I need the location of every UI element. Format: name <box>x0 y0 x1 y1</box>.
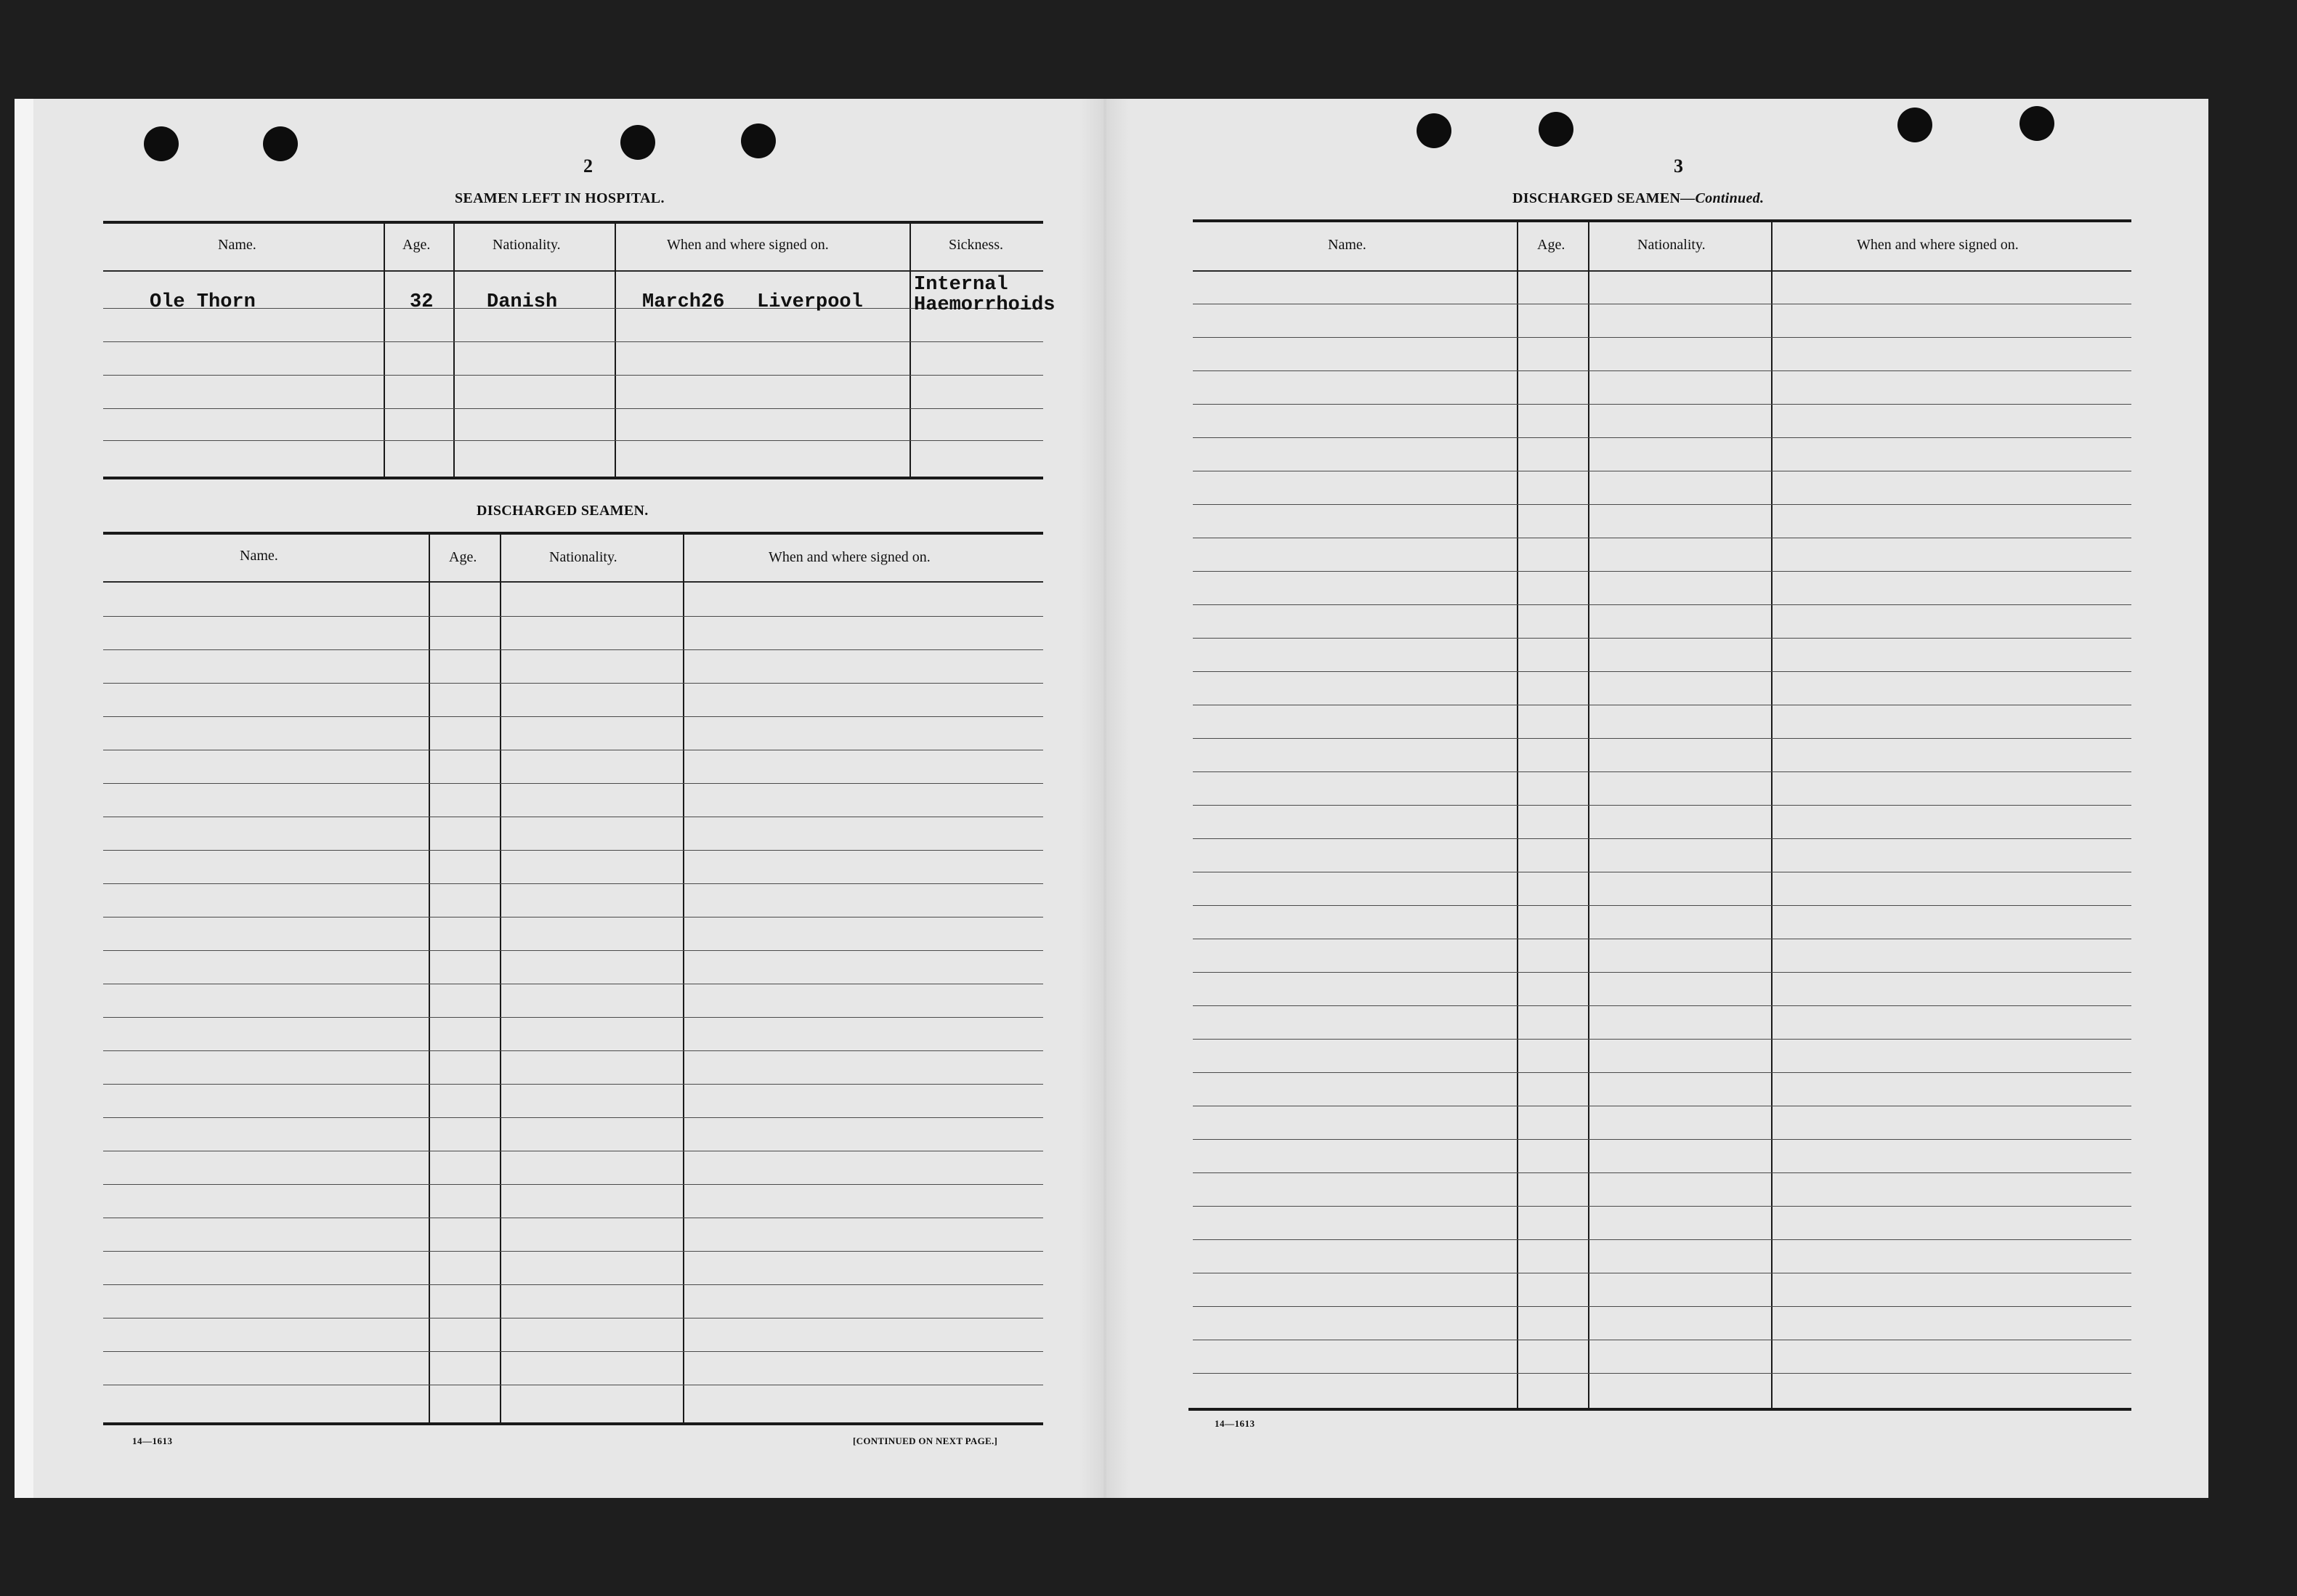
ruled-line <box>1193 1139 2131 1140</box>
col-header-age: Age. <box>402 237 431 253</box>
ruled-line <box>1193 1172 2131 1173</box>
entry-sickness-line1: Internal <box>914 274 1008 296</box>
ruled-line <box>103 1050 1043 1051</box>
punch-hole <box>741 123 776 158</box>
ruled-line <box>1193 1039 2131 1040</box>
col-header-sickness: Sickness. <box>949 237 1003 253</box>
form-number: 14—1613 <box>132 1435 173 1446</box>
punch-hole <box>1897 108 1932 142</box>
hospital-section-title: SEAMEN LEFT IN HOSPITAL. <box>455 190 665 206</box>
ruled-line <box>1193 638 2131 639</box>
ruled-line <box>1193 738 2131 739</box>
entry-place: Liverpool <box>757 291 863 313</box>
ruled-line <box>1193 437 2131 438</box>
ruled-line <box>103 716 1043 717</box>
form-number: 14—1613 <box>1215 1418 1255 1429</box>
col-header-name: Name. <box>218 237 256 253</box>
col-header-age: Age. <box>449 549 477 565</box>
col-header-nationality: Nationality. <box>549 549 617 565</box>
ruled-line <box>103 850 1043 851</box>
ruled-line <box>103 1351 1043 1352</box>
entry-sickness-line2: Haemorrhoids <box>914 294 1056 316</box>
ruled-line <box>1193 504 2131 505</box>
ruled-line <box>1193 1239 2131 1240</box>
entry-age: 32 <box>410 291 434 313</box>
ruled-line <box>103 783 1043 784</box>
entry-nationality: Danish <box>487 291 558 313</box>
ruled-line <box>103 1251 1043 1252</box>
title-continued: —Continued. <box>1680 190 1765 206</box>
ruled-line <box>103 883 1043 884</box>
punch-hole <box>144 126 179 161</box>
ruled-line <box>103 1184 1043 1185</box>
ruled-line <box>1193 771 2131 772</box>
ruled-line <box>1193 838 2131 839</box>
ruled-line <box>1193 370 2131 371</box>
page-fold <box>1079 99 1130 1498</box>
ruled-line <box>103 1284 1043 1285</box>
col-header-age: Age. <box>1537 237 1565 253</box>
punch-hole <box>1539 112 1573 147</box>
ruled-line <box>103 950 1043 951</box>
page-number: 3 <box>1674 155 1683 177</box>
ruled-line <box>1193 972 2131 973</box>
entry-date: March26 <box>642 291 725 313</box>
punch-hole <box>1417 113 1451 148</box>
ruled-line <box>103 1084 1043 1085</box>
ruled-line <box>1193 1306 2131 1307</box>
col-header-nationality: Nationality. <box>493 237 561 253</box>
ruled-line <box>1193 1206 2131 1207</box>
ruled-line <box>1193 1072 2131 1073</box>
ruled-line <box>1193 337 2131 338</box>
ruled-line <box>103 917 1043 918</box>
ruled-line <box>103 1017 1043 1018</box>
ruled-line <box>1193 671 2131 672</box>
col-header-nationality: Nationality. <box>1637 237 1706 253</box>
ruled-line <box>1193 571 2131 572</box>
ruled-line <box>103 683 1043 684</box>
page-number: 2 <box>583 155 593 177</box>
punch-hole <box>620 125 655 160</box>
title-main: DISCHARGED SEAMEN <box>1512 190 1681 206</box>
col-header-signed-on: When and where signed on. <box>769 549 931 565</box>
ruled-line <box>1193 1373 2131 1374</box>
col-header-name: Name. <box>1328 237 1366 253</box>
col-header-signed-on: When and where signed on. <box>1857 237 2019 253</box>
ruled-line <box>1193 404 2131 405</box>
ruled-line <box>103 616 1043 617</box>
entry-name: Ole Thorn <box>150 291 256 313</box>
punch-hole <box>2020 106 2054 141</box>
ruled-line <box>1193 604 2131 605</box>
discharged-section-title: DISCHARGED SEAMEN. <box>477 503 649 519</box>
continued-note: [CONTINUED ON NEXT PAGE.] <box>853 1435 998 1446</box>
col-header-signed-on: When and where signed on. <box>667 237 829 253</box>
col-header-name: Name. <box>240 548 278 564</box>
ruled-line <box>103 649 1043 650</box>
ruled-line <box>103 1117 1043 1118</box>
ruled-line <box>1193 1005 2131 1006</box>
ruled-line <box>1193 805 2131 806</box>
discharged-continued-title <box>1512 190 1764 207</box>
paper-edge <box>15 99 33 1498</box>
ruled-line <box>1193 905 2131 906</box>
punch-hole <box>263 126 298 161</box>
